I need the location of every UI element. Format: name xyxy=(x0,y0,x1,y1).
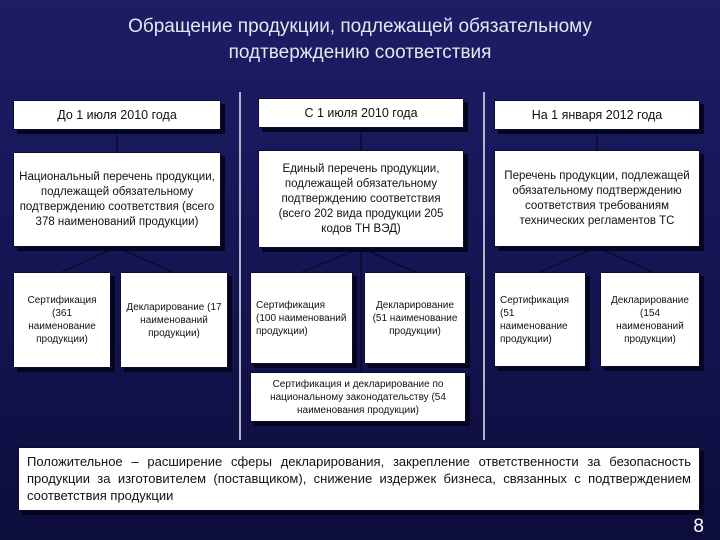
national-text: Сертификация и декларирование по национальному законодательству (54 наименования продукции) xyxy=(270,378,446,416)
description-text: Единый перечень продукции, подлежащей обязательному подтверждению соответствия (всего 202 вида продукции 205 кодов ТН ВЭД) xyxy=(278,162,444,235)
national-legislation-box xyxy=(250,372,466,422)
connector-c1-right xyxy=(117,247,172,272)
title-line-2: подтверждению соответствия xyxy=(228,42,492,63)
header-box-2012 xyxy=(494,100,700,130)
title-line-1: Обращение продукции, подлежащей обязательному xyxy=(128,16,592,37)
certification-box-c3 xyxy=(494,272,586,367)
connector-c3-left xyxy=(540,247,597,272)
page-number: 8 xyxy=(693,516,704,537)
sub-text: Сертификация (361 наименование продукции) xyxy=(27,295,97,345)
sub-text: Сертификация (100 наименований продукции) xyxy=(256,299,347,337)
national-list-box xyxy=(13,152,221,247)
declaration-box-c3 xyxy=(600,272,700,367)
sub-text: Декларирование (154 наименований продукции) xyxy=(611,294,689,345)
header-box-2010-before xyxy=(13,100,221,130)
declaration-box-c2 xyxy=(364,272,466,364)
certification-box-c1 xyxy=(13,272,111,368)
header-label: До 1 июля 2010 года xyxy=(57,108,177,122)
description-text: Национальный перечень продукции, подлежащей обязательному подтверждению соответствия (всего 378 наименований продукции) xyxy=(19,170,215,228)
description-text: Перечень продукции, подлежащей обязательному подтверждению соответствия требованиям технических регламентов ТС xyxy=(504,169,690,227)
header-label: На 1 января 2012 года xyxy=(531,108,663,122)
tc-list-box xyxy=(494,150,700,247)
connector-c2-left xyxy=(302,248,361,272)
conclusion-text: Положительное – расширение сферы декларирования, закрепление ответственности за безопасность продукции за изготовителем (поставщиком), снижение издержек бизнеса, связанных с подтверждением соответствия продукции xyxy=(27,454,691,503)
declaration-box-c1 xyxy=(120,272,228,368)
conclusion-box xyxy=(18,447,700,511)
connector-c3-right xyxy=(597,247,652,272)
certification-box-c2 xyxy=(250,272,353,364)
unified-list-box xyxy=(258,150,464,248)
header-label: С 1 июля 2010 года xyxy=(304,106,418,120)
sub-text: Декларирование (51 наименование продукции) xyxy=(372,299,458,337)
header-box-2010-after xyxy=(258,98,464,128)
connector-c1-left xyxy=(62,247,117,272)
connector-c2-right xyxy=(361,248,415,272)
sub-text: Декларирование (17 наименований продукции) xyxy=(126,301,222,339)
sub-text: Сертификация (51 наименование продукции) xyxy=(500,294,569,345)
